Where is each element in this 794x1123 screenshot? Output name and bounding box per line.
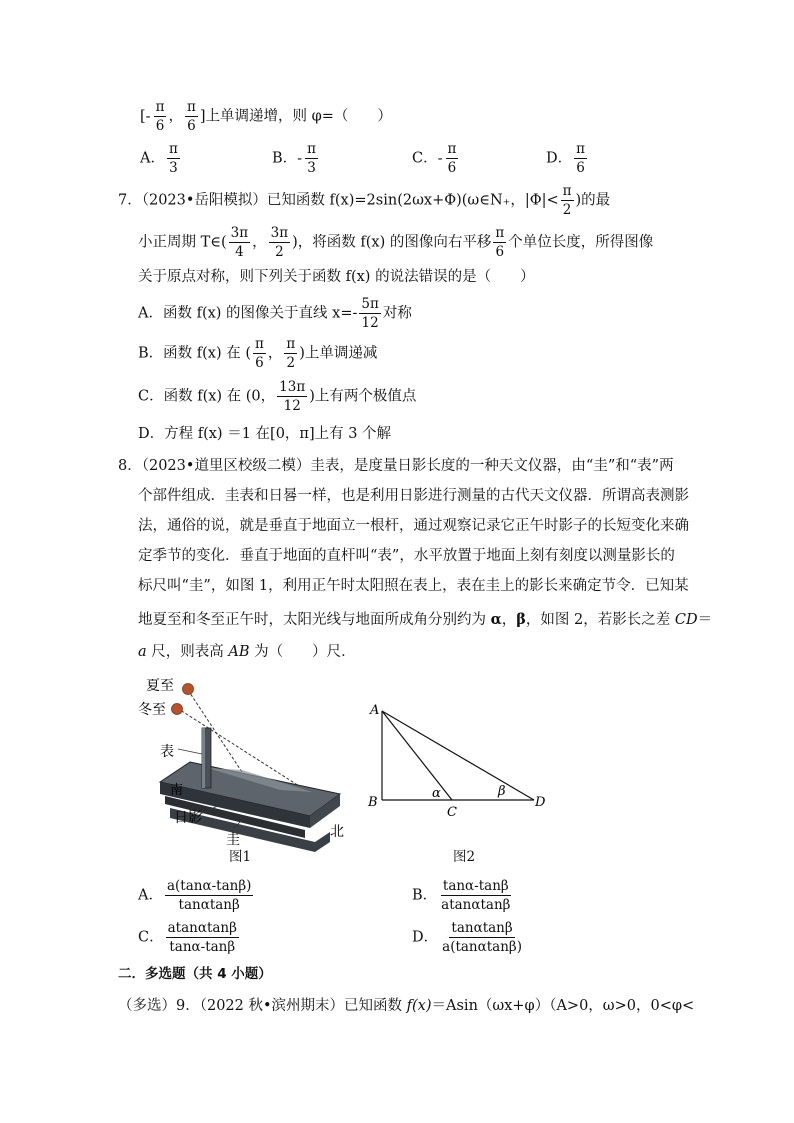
point-a: A xyxy=(370,703,380,718)
q6-option-c: C．- $\frac{\pi}{6}$ xyxy=(412,141,457,177)
figure-1-gnomon xyxy=(130,670,360,870)
label-summer: 夏至 xyxy=(146,678,174,694)
q7-option-b: B．函数 f(x) 在 ( $\frac{\pi}{6}$ ， $\frac{\pi}{2}$ )上单调递减 xyxy=(138,336,378,372)
q8-option-c: C． $\frac{atan\alpha\tan\beta}{\tan\alpha-\tan\beta}$ xyxy=(138,920,237,956)
q7-option-a: A．函数 f(x) 的图像关于直线 x=- $\frac{5\pi}{12}$ 对称 xyxy=(138,296,412,332)
figure-2-triangle xyxy=(362,698,562,828)
q9-stem-line1: （多选）9．（2022 秋•滨州期末）已知函数 f(x)＝Asin（ωx+φ）（A>0，ω>0，0<φ< xyxy=(118,998,695,1014)
q8-option-a: A． $\frac{a(\tan\alpha-\tan\beta)}{\tan\alpha\tan\beta}$ xyxy=(138,878,252,914)
label-gui: 圭 xyxy=(226,832,240,848)
label-pole: 表 xyxy=(160,744,174,760)
q8-stem-line1: 8．（2023•道里区校级二模）圭表，是度量日影长度的一种天文仪器，由“圭”和“表”两 xyxy=(118,458,674,474)
q6-option-a: A． $\frac{\pi}{3}$ xyxy=(140,141,178,177)
segment-ac xyxy=(382,711,452,800)
label-shadow: 日影 xyxy=(174,810,202,826)
figure-1-caption: 图1 xyxy=(229,849,252,865)
point-d: D xyxy=(535,795,546,810)
q6-condition: [- $\frac{\pi}{6}$ ， $\frac{\pi}{6}$ ]上单调递增，则 φ=（ ） xyxy=(140,99,392,135)
winter-sun xyxy=(172,704,183,715)
q8-stem-line2: 个部件组成．圭表和日晷一样，也是利用日影进行测量的古代天文仪器．所谓高表测影 xyxy=(138,488,689,504)
label-south: 南 xyxy=(170,783,184,798)
q8-stem-line3: 法，通俗的说，就是垂直于地面立一根杆，通过观察记录它正午时影子的长短变化来确 xyxy=(138,518,689,534)
q6-option-b: B．- $\frac{\pi}{3}$ xyxy=(272,141,316,177)
angle-alpha: α xyxy=(432,786,441,801)
angle-beta: β xyxy=(498,784,506,799)
q8-option-d: D． $\frac{\tan\alpha\tan\beta}{a(\tan\alpha\tan\beta)}$ xyxy=(412,920,522,956)
section-heading: 二．多选题（共 4 小题） xyxy=(118,966,272,982)
q8-stem-line7: a 尺，则表高 AB 为（ ）尺． xyxy=(138,644,356,660)
point-c: C xyxy=(447,805,457,820)
q7-stem-line1: 7．（2023•岳阳模拟）已知函数 f(x)=2sin(2ωx+Φ)(ω∈N₊，|Φ|< $\frac{\pi}{2}$ )的最 xyxy=(118,183,611,219)
label-north: 北 xyxy=(330,824,344,840)
q8-stem-line6: 地夏至和冬至正午时，太阳光线与地面所成角分别约为 α，β，如图 2，若影长之差 CD＝ xyxy=(138,611,713,628)
q6-option-d: D． $\frac{\pi}{6}$ xyxy=(546,141,586,177)
label-winter: 冬至 xyxy=(138,702,166,718)
q8-option-b: B． $\frac{\tan\alpha-\tan\beta}{atan\alpha\tan\beta}$ xyxy=(412,878,511,914)
q7-option-c: C．函数 f(x) 在 (0， $\frac{13\pi}{12}$ )上有两个极值点 xyxy=(138,379,417,415)
summer-ray xyxy=(188,690,242,772)
segment-ad xyxy=(382,711,534,800)
q8-stem-line5: 标尺叫“圭”，如图 1，利用正午时太阳照在表上，表在圭上的影长来确定节令．已知某 xyxy=(138,578,689,594)
fraction: $\frac{\pi}{6}$ xyxy=(155,99,165,135)
q7-stem-line2: 小正周期 T∈( $\frac{3\pi}{4}$ ， $\frac{3\pi}{2}$ )，将函数 f(x) 的图像向右平移 $\frac{\pi}{6}$ 个单位长度，所得图像 xyxy=(138,225,654,261)
point-b: B xyxy=(368,795,378,810)
q7-option-d: D．方程 f(x) ＝1 在[0，π]上有 3 个解 xyxy=(138,426,392,442)
q8-stem-line4: 定季节的变化．垂直于地面的直杆叫“表”，水平放置于地面上刻有刻度以测量影长的 xyxy=(138,548,675,564)
figure-2-caption: 图2 xyxy=(453,849,476,865)
summer-sun xyxy=(183,684,194,695)
q7-stem-line3: 关于原点对称，则下列关于函数 f(x) 的说法错误的是（ ） xyxy=(138,269,535,285)
fraction: $\frac{\pi}{6}$ xyxy=(186,99,196,135)
